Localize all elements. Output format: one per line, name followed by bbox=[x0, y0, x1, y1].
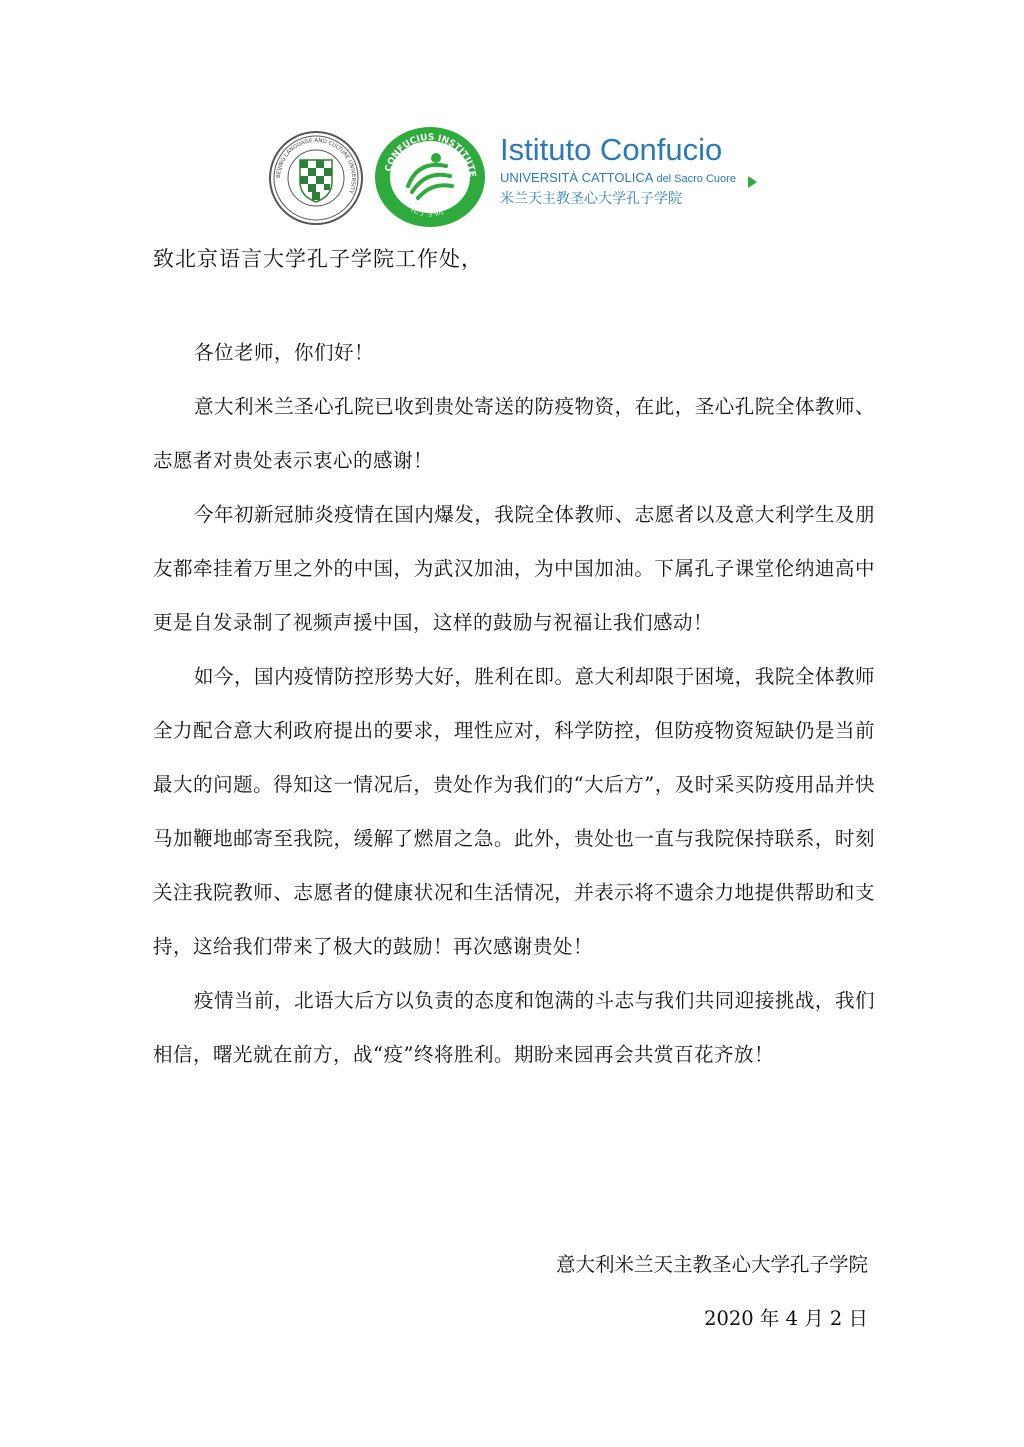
signature-name: 意大利米兰天主教圣心大学孔子学院 bbox=[555, 1253, 868, 1276]
institute-wordmark bbox=[500, 132, 770, 208]
university-main: UNIVERSITÀ CATTOLICA bbox=[500, 170, 654, 185]
ci-seal-text: CONFUCIUS INSTITUTE bbox=[383, 132, 477, 178]
letter-date: 2020 年 4 月 2 日 bbox=[704, 1307, 868, 1330]
institute-chinese-name: 米兰天主教圣心大学孔子学院 bbox=[500, 191, 682, 207]
salutation: 致北京语言大学孔子学院工作处， bbox=[153, 247, 483, 271]
ci-seal-chinese: 孔子学院 bbox=[408, 203, 446, 220]
paragraph: 如今，国内疫情防控形势大好，胜利在即。意大利却限于困境，我院全体教师全力配合意大利政府提出的要求，理性应对，科学防控，但防疫物资短缺仍是当前最大的问题。得知这一情况后，贵处作为我们的“大后方”，及时采买防疫用品并快马加鞭地邮寄至我院，缓解了燃眉之急。此外，贵处也一直与我院保持联系，时刻关注我院教师、志愿者的健康状况和生活情况，并表示将不遗余力地提供帮助和支持，这给我们带来了极大的鼓励！再次感谢贵处！ bbox=[153, 665, 875, 958]
paragraph: 意大利米兰圣心孔院已收到贵处寄送的防疫物资，在此，圣心孔院全体教师、志愿者对贵处表示衷心的感谢！ bbox=[153, 395, 875, 472]
signature-block bbox=[556, 1238, 868, 1346]
letter-body bbox=[153, 326, 875, 1082]
confucius-institute-logo bbox=[374, 126, 486, 228]
blcu-logo-text: BEIJING LANGUAGE AND CULTURE UNIVERSITY bbox=[275, 137, 357, 195]
paragraph: 疫情当前，北语大后方以负责的态度和饱满的斗志与我们共同迎接挑战，我们相信，曙光就在前方，战“疫”终将胜利。期盼来园再会共赏百花齐放！ bbox=[153, 989, 875, 1066]
institute-name: Istituto Confucio bbox=[500, 132, 723, 167]
paragraph: 今年初新冠肺炎疫情在国内爆发，我院全体教师、志愿者以及意大利学生及朋友都牵挂着万里之外的中国，为武汉加油，为中国加油。下属孔子课堂伦纳迪高中更是自发录制了视频声援中国，这样的鼓励与祝福让我们感动！ bbox=[153, 503, 875, 634]
paragraph: 各位老师，你们好！ bbox=[193, 341, 374, 364]
university-name bbox=[500, 170, 770, 187]
university-sub: del Sacro Cuore bbox=[653, 173, 736, 185]
letterhead bbox=[268, 126, 768, 226]
blcu-logo bbox=[268, 130, 364, 226]
play-arrow-icon bbox=[748, 176, 757, 188]
